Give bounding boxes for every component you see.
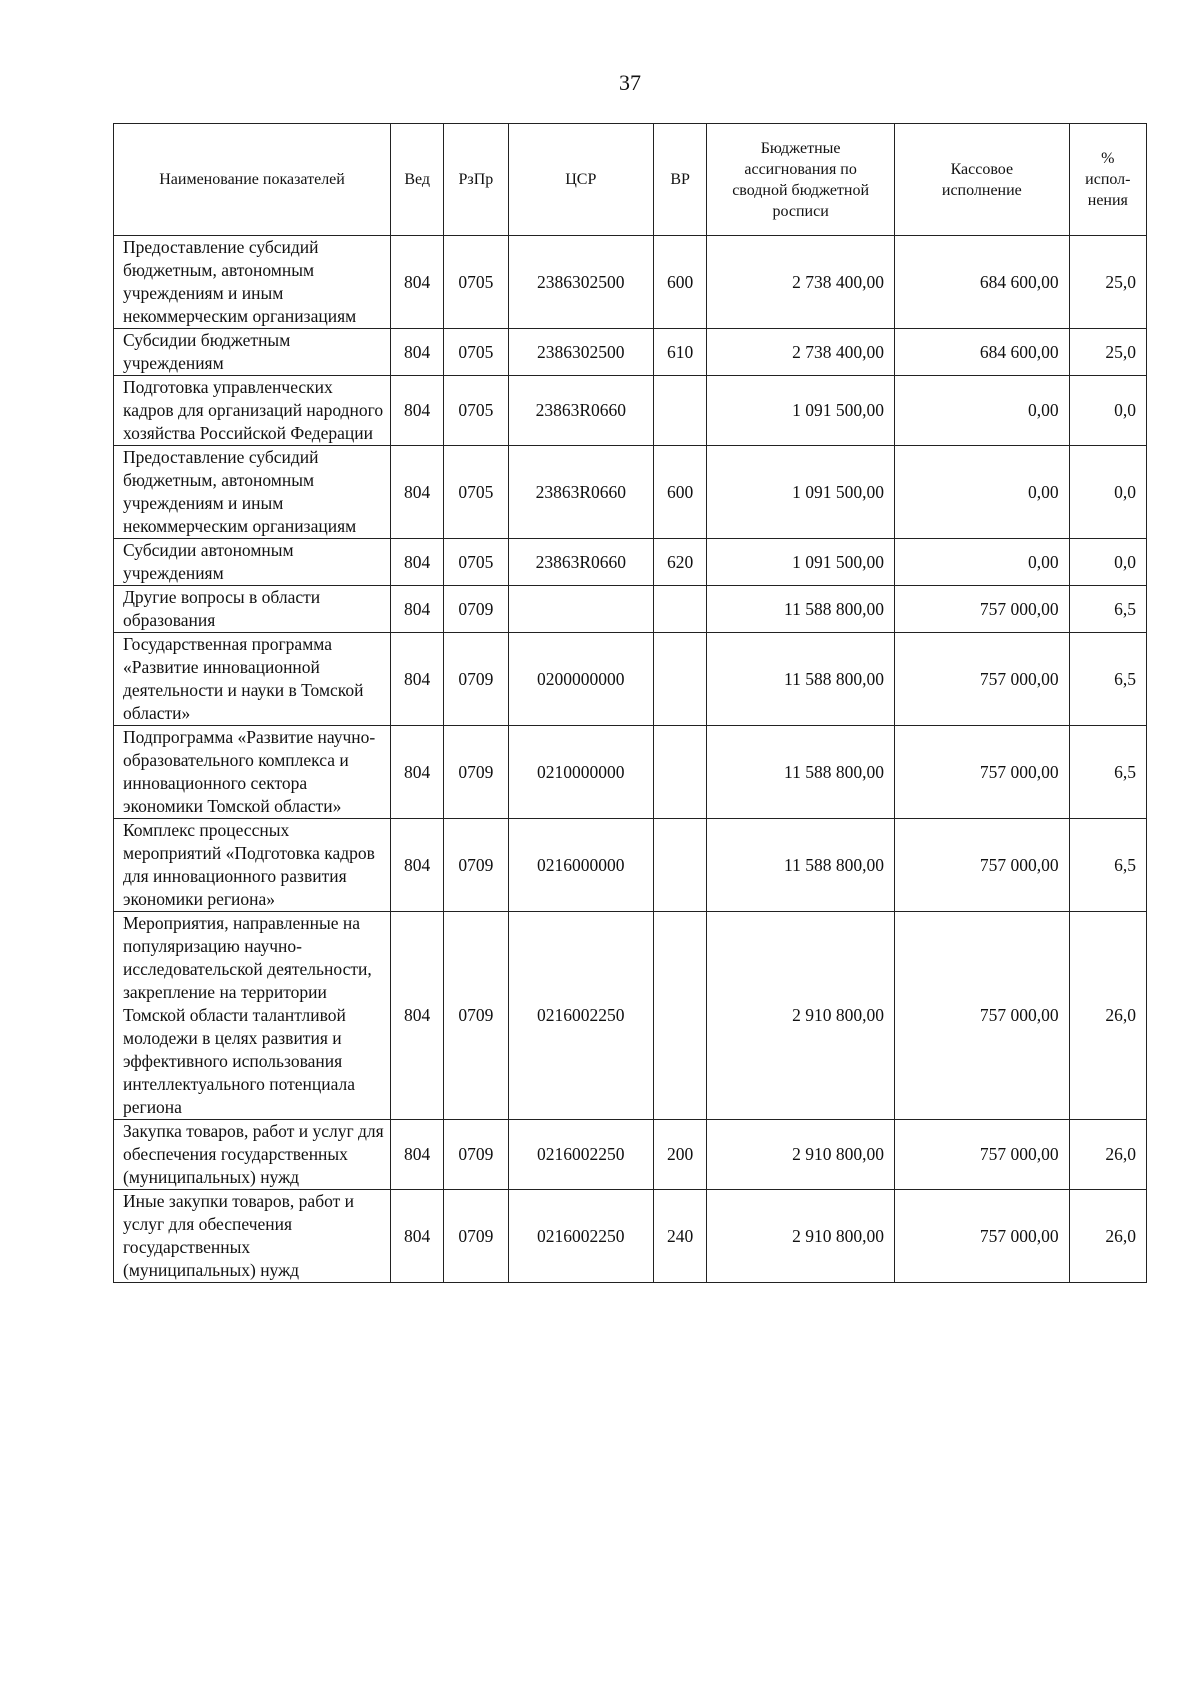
- row-vr: 240: [654, 1190, 707, 1283]
- row-name: Мероприятия, направленные на популяризацию научно-исследовательской деятельности, закрепление на территории Томской области талантливой молодежи в целях развития и эффективного использования интеллектуального потенциала региона: [114, 912, 391, 1120]
- row-name: Предоставление субсидий бюджетным, автономным учреждениям и иным некоммерческим организациям: [114, 236, 391, 329]
- row-rzpr: 0705: [444, 236, 508, 329]
- row-name: Субсидии бюджетным учреждениям: [114, 329, 391, 376]
- row-vr: 200: [654, 1120, 707, 1190]
- row-csr: 0216000000: [508, 819, 654, 912]
- row-budget: 2 738 400,00: [707, 329, 895, 376]
- column-header-budget: Бюджетные ассигнования по сводной бюджетной росписи: [707, 124, 895, 236]
- row-cash: 757 000,00: [894, 819, 1069, 912]
- row-budget: 2 738 400,00: [707, 236, 895, 329]
- row-percent: 26,0: [1069, 912, 1146, 1120]
- row-budget: 11 588 800,00: [707, 586, 895, 633]
- row-ved: 804: [391, 586, 444, 633]
- row-percent: 6,5: [1069, 726, 1146, 819]
- row-name: Подготовка управленческих кадров для организаций народного хозяйства Российской Федерации: [114, 376, 391, 446]
- row-vr: 600: [654, 446, 707, 539]
- row-cash: 757 000,00: [894, 586, 1069, 633]
- row-percent: 26,0: [1069, 1120, 1146, 1190]
- row-csr: 0216002250: [508, 912, 654, 1120]
- table-row: [114, 1190, 1147, 1283]
- row-name: Подпрограмма «Развитие научно-образовательного комплекса и инновационного сектора экономики Томской области»: [114, 726, 391, 819]
- row-ved: 804: [391, 912, 444, 1120]
- row-cash: 757 000,00: [894, 633, 1069, 726]
- row-percent: 25,0: [1069, 236, 1146, 329]
- row-percent: 0,0: [1069, 376, 1146, 446]
- row-cash: 0,00: [894, 376, 1069, 446]
- table-row: [114, 329, 1147, 376]
- row-vr: [654, 586, 707, 633]
- row-name: Комплекс процессных мероприятий «Подготовка кадров для инновационного развития экономики региона»: [114, 819, 391, 912]
- row-cash: 0,00: [894, 446, 1069, 539]
- table-row: [114, 726, 1147, 819]
- row-budget: 2 910 800,00: [707, 912, 895, 1120]
- row-csr: 0200000000: [508, 633, 654, 726]
- row-rzpr: 0709: [444, 726, 508, 819]
- row-vr: 620: [654, 539, 707, 586]
- row-vr: [654, 912, 707, 1120]
- row-name: Государственная программа «Развитие инновационной деятельности и науки в Томской области»: [114, 633, 391, 726]
- table-row: [114, 912, 1147, 1120]
- row-rzpr: 0709: [444, 1190, 508, 1283]
- table-header-row: [114, 124, 1147, 236]
- row-percent: 0,0: [1069, 539, 1146, 586]
- row-vr: [654, 633, 707, 726]
- row-budget: 11 588 800,00: [707, 819, 895, 912]
- row-rzpr: 0709: [444, 1120, 508, 1190]
- row-cash: 757 000,00: [894, 912, 1069, 1120]
- row-percent: 25,0: [1069, 329, 1146, 376]
- row-csr: 0216002250: [508, 1190, 654, 1283]
- row-vr: 600: [654, 236, 707, 329]
- row-csr: 23863R0660: [508, 539, 654, 586]
- row-rzpr: 0709: [444, 586, 508, 633]
- row-rzpr: 0705: [444, 329, 508, 376]
- row-cash: 757 000,00: [894, 1190, 1069, 1283]
- column-header-name: Наименование показателей: [114, 124, 391, 236]
- row-name: Предоставление субсидий бюджетным, автономным учреждениям и иным некоммерческим организациям: [114, 446, 391, 539]
- row-budget: 1 091 500,00: [707, 446, 895, 539]
- row-csr: 2386302500: [508, 329, 654, 376]
- table-row: [114, 586, 1147, 633]
- row-vr: [654, 726, 707, 819]
- row-budget: 11 588 800,00: [707, 633, 895, 726]
- table-row: [114, 236, 1147, 329]
- row-ved: 804: [391, 376, 444, 446]
- row-csr: 2386302500: [508, 236, 654, 329]
- row-percent: 6,5: [1069, 633, 1146, 726]
- row-csr: 0210000000: [508, 726, 654, 819]
- row-budget: 1 091 500,00: [707, 539, 895, 586]
- row-ved: 804: [391, 446, 444, 539]
- row-cash: 0,00: [894, 539, 1069, 586]
- row-ved: 804: [391, 1190, 444, 1283]
- row-rzpr: 0709: [444, 819, 508, 912]
- row-cash: 757 000,00: [894, 726, 1069, 819]
- row-cash: 684 600,00: [894, 236, 1069, 329]
- row-ved: 804: [391, 726, 444, 819]
- column-header-ved: Вед: [391, 124, 444, 236]
- row-ved: 804: [391, 539, 444, 586]
- row-ved: 804: [391, 633, 444, 726]
- row-rzpr: 0705: [444, 539, 508, 586]
- row-name: Иные закупки товаров, работ и услуг для обеспечения государственных (муниципальных) нужд: [114, 1190, 391, 1283]
- table-row: [114, 446, 1147, 539]
- row-rzpr: 0705: [444, 376, 508, 446]
- column-header-cash: Кассовое исполнение: [894, 124, 1069, 236]
- column-header-percent: % испол-нения: [1069, 124, 1146, 236]
- table-body: [114, 236, 1147, 1283]
- row-rzpr: 0709: [444, 633, 508, 726]
- budget-execution-table: [113, 123, 1147, 1283]
- row-vr: [654, 819, 707, 912]
- column-header-vr: ВР: [654, 124, 707, 236]
- row-rzpr: 0709: [444, 912, 508, 1120]
- row-csr: 23863R0660: [508, 446, 654, 539]
- row-percent: 6,5: [1069, 819, 1146, 912]
- column-header-rzpr: РзПр: [444, 124, 508, 236]
- row-percent: 0,0: [1069, 446, 1146, 539]
- table-row: [114, 819, 1147, 912]
- row-budget: 2 910 800,00: [707, 1190, 895, 1283]
- row-percent: 6,5: [1069, 586, 1146, 633]
- table-row: [114, 539, 1147, 586]
- row-cash: 757 000,00: [894, 1120, 1069, 1190]
- row-cash: 684 600,00: [894, 329, 1069, 376]
- row-csr: 0216002250: [508, 1120, 654, 1190]
- row-vr: [654, 376, 707, 446]
- column-header-csr: ЦСР: [508, 124, 654, 236]
- row-ved: 804: [391, 1120, 444, 1190]
- row-name: Другие вопросы в области образования: [114, 586, 391, 633]
- row-budget: 1 091 500,00: [707, 376, 895, 446]
- row-vr: 610: [654, 329, 707, 376]
- table-row: [114, 633, 1147, 726]
- row-name: Закупка товаров, работ и услуг для обеспечения государственных (муниципальных) нужд: [114, 1120, 391, 1190]
- row-percent: 26,0: [1069, 1190, 1146, 1283]
- row-budget: 11 588 800,00: [707, 726, 895, 819]
- row-ved: 804: [391, 819, 444, 912]
- row-budget: 2 910 800,00: [707, 1120, 895, 1190]
- row-name: Субсидии автономным учреждениям: [114, 539, 391, 586]
- row-csr: 23863R0660: [508, 376, 654, 446]
- table-row: [114, 1120, 1147, 1190]
- table-row: [114, 376, 1147, 446]
- row-rzpr: 0705: [444, 446, 508, 539]
- page-number: 37: [619, 70, 641, 95]
- row-ved: 804: [391, 236, 444, 329]
- row-ved: 804: [391, 329, 444, 376]
- row-csr: [508, 586, 654, 633]
